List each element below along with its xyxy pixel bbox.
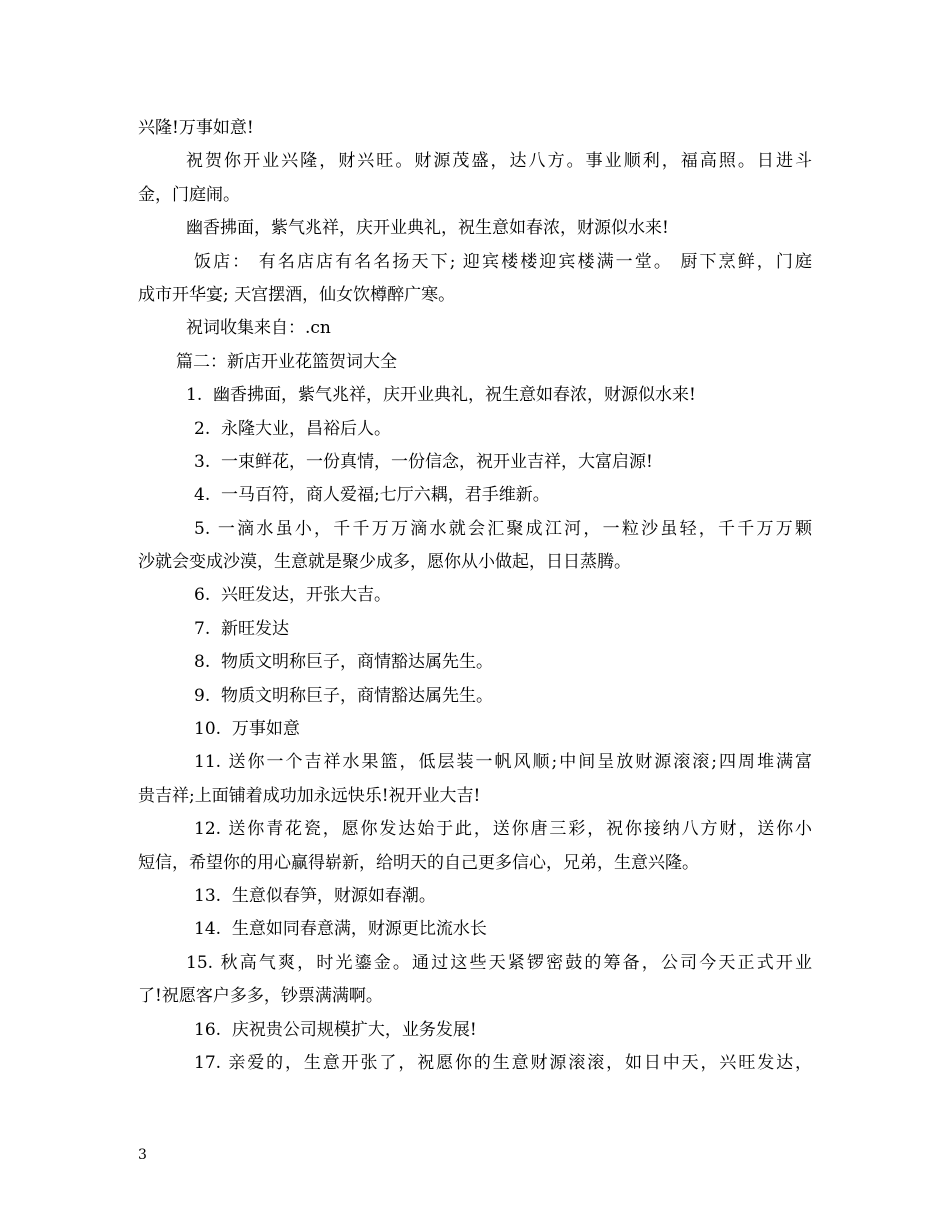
text-line: 6. 兴旺发达，开张大吉。: [194, 585, 392, 606]
text-line: 9. 物质文明称巨子，商情豁达属先生。: [194, 685, 494, 706]
text-line: 4. 一马百符，商人爱福;七厅六耦，君手维新。: [194, 485, 550, 506]
text-line: 8. 物质文明称巨子，商情豁达属先生。: [194, 652, 494, 673]
text-line: 1. 幽香拂面，紫气兆祥，庆开业典礼，祝生意如春浓，财源似水来!: [186, 385, 696, 406]
text-line: 3. 一束鲜花，一份真情，一份信念，祝开业吉祥，大富启源!: [194, 451, 653, 472]
text-line: 祝词收集来自：.cn: [186, 318, 331, 339]
text-line: 饭店： 有名店店有名名扬天下; 迎宾楼楼迎宾楼满一堂。 厨下烹鲜，门庭: [194, 251, 812, 272]
text-line: 13. 生意似春笋，财源如春潮。: [194, 885, 436, 906]
text-line: 成市开华宴; 天宫摆酒，仙女饮樽醉广寒。: [138, 284, 456, 305]
text-line: 金，门庭闹。: [138, 184, 240, 205]
text-line: 14. 生意如同春意满，财源更比流水长: [194, 919, 487, 940]
page-number: 3: [138, 1147, 147, 1163]
text-line: 10. 万事如意: [194, 719, 300, 740]
text-line: 7. 新旺发达: [194, 618, 290, 639]
text-line: 16. 庆祝贵公司规模扩大，业务发展!: [194, 1019, 477, 1040]
text-line: 2. 永隆大业，昌裕后人。: [194, 418, 392, 439]
text-line: 11. 送你一个吉祥水果篮，低层装一帆风顺;中间呈放财源滚滚;四周堆满富: [194, 752, 812, 773]
text-line: 5. 一滴水虽小，千千万万滴水就会汇聚成江河，一粒沙虽轻，千千万万颗: [194, 518, 812, 539]
text-line: 祝贺你开业兴隆，财兴旺。财源茂盛，达八方。事业顺利，福高照。日进斗: [186, 151, 812, 172]
text-line: 贵吉祥;上面铺着成功加永远快乐!祝开业大吉!: [138, 785, 481, 806]
text-line: 短信，希望你的用心赢得崭新，给明天的自己更多信心，兄弟，生意兴隆。: [138, 852, 699, 873]
text-line: 幽香拂面，紫气兆祥，庆开业典礼，祝生意如春浓，财源似水来!: [186, 218, 669, 239]
text-line: 15. 秋高气爽，时光鎏金。通过这些天紧锣密鼓的筹备，公司今天正式开业: [186, 952, 812, 973]
text-line: 12. 送你青花瓷，愿你发达始于此，送你唐三彩，祝你接纳八方财，送你小: [194, 819, 812, 840]
text-line: 了!祝愿客户多多，钞票满满啊。: [138, 986, 383, 1007]
text-line: 篇二：新店开业花篮贺词大全: [176, 351, 397, 372]
text-line: 兴隆!万事如意!: [138, 118, 254, 138]
text-line: 沙就会变成沙漠，生意就是聚少成多，愿你从小做起，日日蒸腾。: [138, 552, 631, 573]
text-line: 17. 亲爱的，生意开张了，祝愿你的生意财源滚滚，如日中天，兴旺发达，: [194, 1052, 812, 1073]
document-body: [138, 112, 812, 1080]
